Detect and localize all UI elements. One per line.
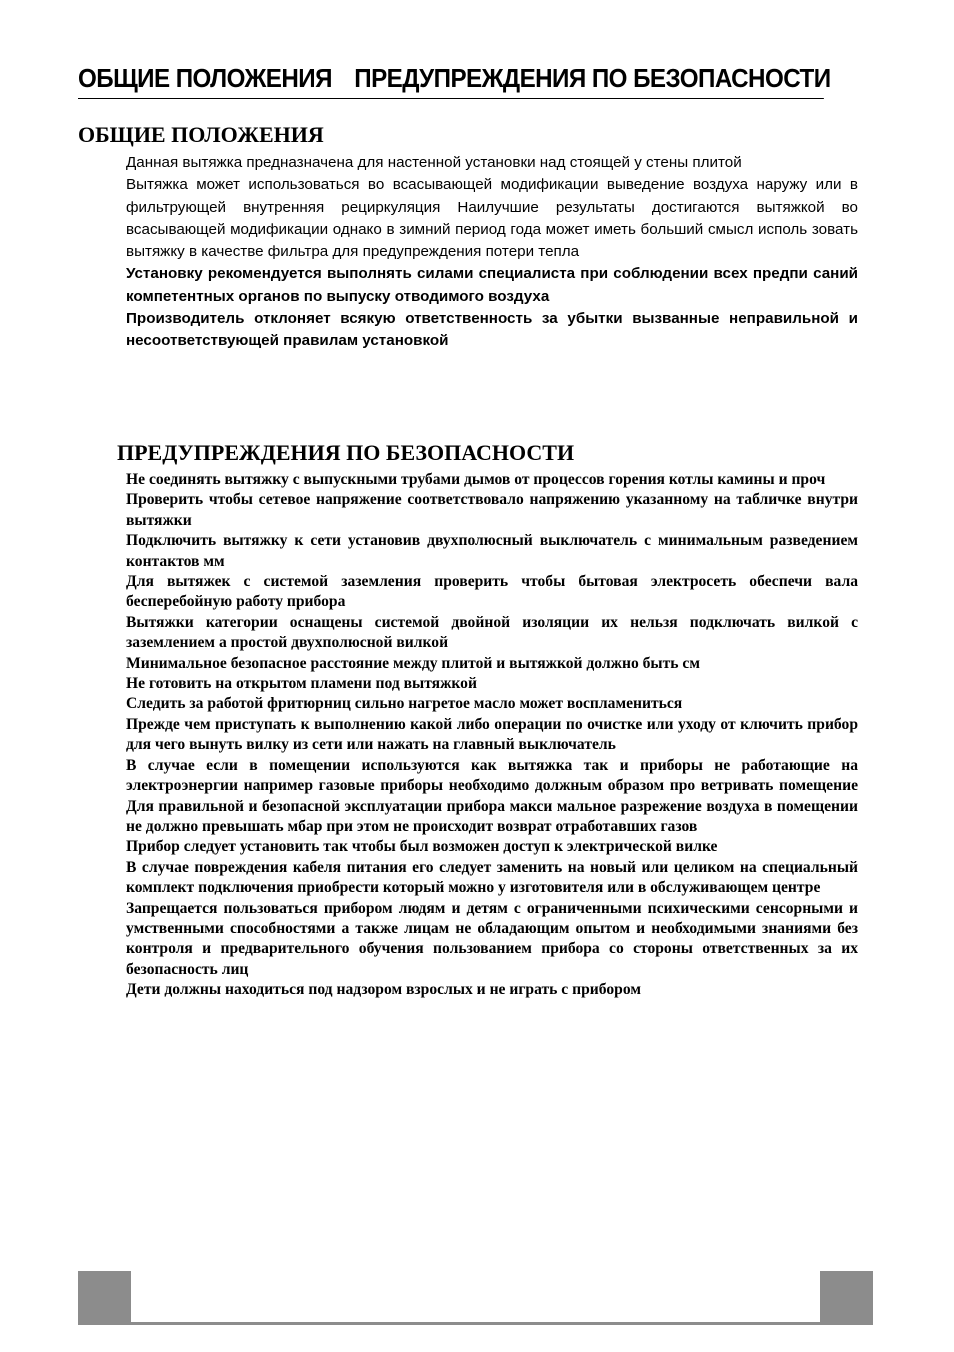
footer-page-block-left bbox=[78, 1271, 131, 1324]
safety-item: В случае если в помещении используются как вытяжка так и приборы не работающие на электроэнергии например газовые приборы необходимо должным образом про ветривать помещение Для правильной и безопасной эксплуатации прибора макси мальное разрежение воздуха в помещении не должно превышать мбар при этом не происходит возврат отработавших газов bbox=[126, 756, 858, 835]
safety-item: Не соединять вытяжку с выпускными трубами дымов от процессов горения котлы камины и проч bbox=[126, 471, 826, 488]
footer-divider bbox=[78, 1322, 873, 1325]
general-paragraph: Данная вытяжка предназначена для настенной установки над стоящей у стены плитой bbox=[126, 154, 742, 171]
header-title-general: ОБЩИЕ ПОЛОЖЕНИЯ bbox=[78, 63, 332, 93]
safety-section-body bbox=[126, 470, 858, 1001]
safety-item: В случае повреждения кабеля питания его следует заменить на новый или целиком на специальный комплект подключения приобрести который можно у изготовителя или в обслуживающем центре bbox=[126, 858, 858, 897]
safety-item: Минимальное безопасное расстояние между плитой и вытяжкой должно быть см bbox=[126, 654, 700, 672]
general-section-body bbox=[126, 152, 858, 353]
general-paragraph-bold: Установку рекомендуется выполнять силами специалиста при соблюдении всех предпи саний компетентных органов по выпуску отводимого воздуха bbox=[126, 265, 858, 305]
safety-item: Подключить вытяжку к сети установив двухполюсный выключатель с минимальным разведением контактов мм bbox=[126, 532, 858, 570]
footer-page-block-right bbox=[820, 1271, 873, 1324]
safety-item: Дети должны находиться под надзором взрослых и не играть с прибором bbox=[126, 981, 641, 999]
safety-item: Вытяжки категории оснащены системой двойной изоляции их нельзя подключать вилкой с заземлением а простой двухполюсной вилкой bbox=[126, 613, 858, 652]
safety-item: Для вытяжек с системой заземления проверить чтобы бытовая электросеть обеспечи вала бесперебойную работу прибора bbox=[126, 573, 858, 611]
safety-item: Прибор следует установить так чтобы был возможен доступ к электрической вилке bbox=[126, 838, 718, 856]
page-header bbox=[78, 58, 831, 99]
general-paragraph-bold: Производитель отклоняет всякую ответственность за убытки вызванные неправильной и несоответствующей правилам установкой bbox=[126, 310, 858, 350]
general-section-title: ОБЩИЕ ПОЛОЖЕНИЯ bbox=[78, 122, 324, 147]
header-title-safety: ПРЕДУПРЕЖДЕНИЯ ПО БЕЗОПАСНОСТИ bbox=[354, 63, 831, 93]
general-paragraph: Вытяжка может использоваться во всасывающей модификации выведение воздуха наружу или в фильтрующей внутренняя рециркуляция Наилучшие результаты достигаются вытяжкой во всасывающей модификации однако в зимний период года может иметь больший смысл исполь зовать вытяжку в качестве фильтра для предупреждения потери тепла bbox=[126, 176, 858, 261]
safety-item: Запрещается пользоваться прибором людям и детям с ограниченными психическими сенсорными и умственными способностями а также лицам не обладающим опытом и необходимыми знаниями без контроля и предварительного обучения пользованием прибора со стороны ответственных за их безопасность лиц bbox=[126, 899, 858, 978]
safety-item: Проверить чтобы сетевое напряжение соответствовало напряжению указанному на табличке внутри вытяжки bbox=[126, 491, 858, 529]
safety-item: Прежде чем приступать к выполнению какой либо операции по очистке или уходу от ключить прибор для чего вынуть вилку из сети или нажать на главный выключатель bbox=[126, 715, 858, 754]
safety-item: Следить за работой фритюрниц сильно нагретое масло может воспламениться bbox=[126, 695, 683, 713]
safety-section-title: ПРЕДУПРЕЖДЕНИЯ ПО БЕЗОПАСНОСТИ bbox=[117, 440, 575, 465]
safety-item: Не готовить на открытом пламени под вытяжкой bbox=[126, 675, 477, 693]
